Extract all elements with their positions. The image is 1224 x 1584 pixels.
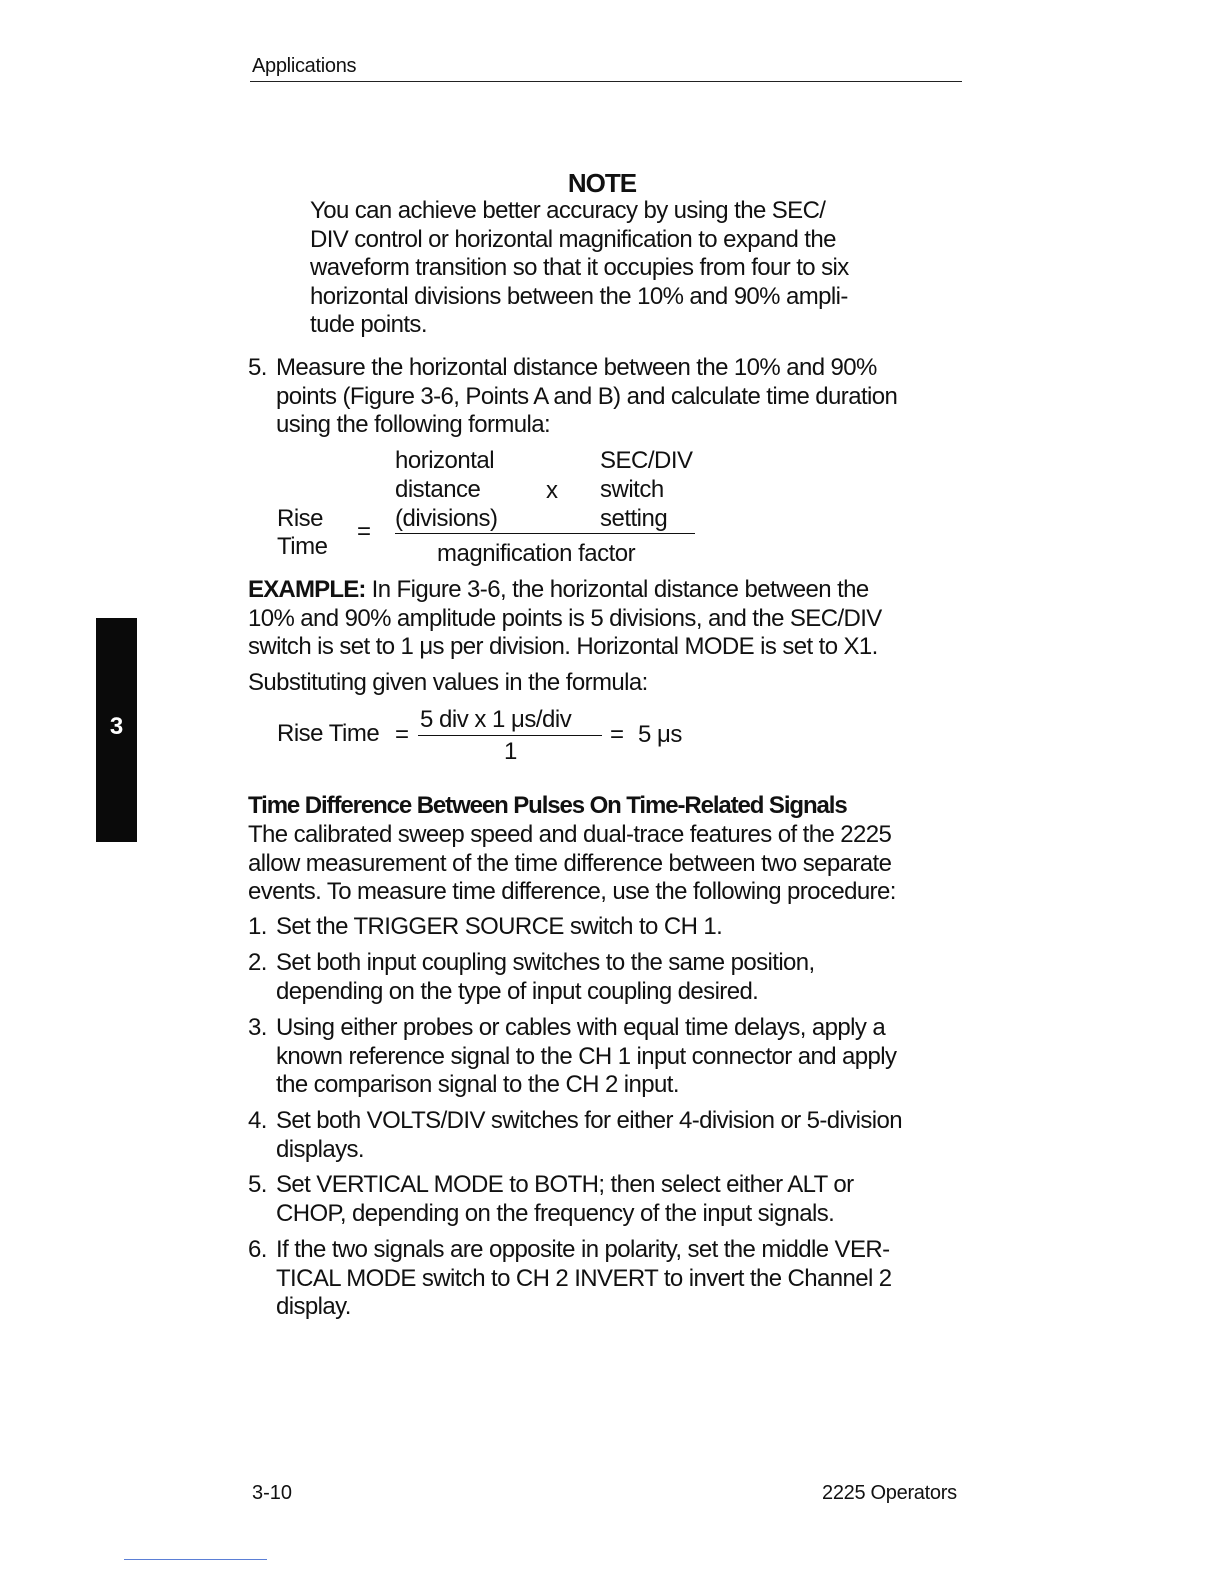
intro-line: The calibrated sweep speed and dual-trace features of the 2225: [248, 821, 892, 848]
note-body: [310, 197, 910, 340]
note-line: DIV control or horizontal magnification to expand the: [310, 225, 836, 253]
step-number: 2.: [248, 949, 267, 976]
formula-num-term: distance: [395, 476, 481, 503]
page-number: 3-10: [252, 1482, 293, 1504]
step-line: Set the TRIGGER SOURCE switch to CH 1.: [276, 913, 723, 940]
note-title: NOTE: [567, 168, 637, 198]
step-line: depending on the type of input coupling desired.: [276, 977, 759, 1005]
step-line: Set VERTICAL MODE to BOTH; then select either ALT or: [276, 1171, 854, 1198]
step-line: displays.: [276, 1135, 364, 1163]
example-formula-denominator: 1: [504, 738, 517, 765]
step-line: CHOP, depending on the frequency of the input signals.: [276, 1199, 835, 1227]
example-paragraph: [248, 576, 882, 662]
step-number: 5.: [248, 354, 267, 381]
note-line: horizontal divisions between the 10% and 90% ampli-: [310, 282, 848, 310]
step-line: display.: [276, 1293, 351, 1320]
example-formula-result: 5 μs: [638, 721, 682, 748]
note-line: tude points.: [310, 311, 427, 338]
note-line: waveform transition so that it occupies from four to six: [310, 254, 849, 281]
formula-num-term: horizontal: [395, 447, 495, 474]
formula-equals: =: [357, 518, 371, 545]
manual-title: 2225 Operators: [822, 1482, 957, 1504]
fraction-bar: [395, 533, 695, 534]
intro-line: allow measurement of the time difference between two separate: [248, 849, 892, 877]
formula-lhs: Rise: [277, 505, 324, 532]
step-number: 5.: [248, 1171, 267, 1198]
step-line: the comparison signal to the CH 2 input.: [276, 1071, 679, 1098]
running-header: Applications: [252, 55, 357, 77]
step-line: known reference signal to the CH 1 input connector and apply: [276, 1042, 897, 1070]
section-heading: Time Difference Between Pulses On Time-Related Signals: [248, 792, 847, 819]
example-formula-numerator: 5 div x 1 μs/div: [420, 706, 572, 733]
bottom-rule: [124, 1559, 267, 1560]
formula-denominator: magnification factor: [437, 540, 636, 567]
formula-num-term: setting: [600, 505, 668, 532]
example-formula-equals: =: [395, 721, 409, 748]
section-intro: [248, 821, 896, 907]
step-line: Set both input coupling switches to the same position,: [276, 949, 815, 976]
example-fraction-bar: [418, 735, 602, 736]
substituting-text: Substituting given values in the formula:: [248, 669, 648, 696]
step-line: Using either probes or cables with equal time delays, apply a: [276, 1014, 886, 1041]
example-line: switch is set to 1 μs per division. Horizontal MODE is set to X1.: [248, 633, 878, 660]
step-line: points (Figure 3-6, Points A and B) and calculate time duration: [276, 382, 898, 410]
example-line: In Figure 3-6, the horizontal distance between the: [365, 576, 869, 603]
header-rule: [250, 81, 962, 82]
step-number: 4.: [248, 1107, 267, 1134]
step-line: using the following formula:: [276, 411, 551, 438]
example-label: EXAMPLE:: [248, 576, 366, 603]
step-line: Measure the horizontal distance between the 10% and 90%: [276, 354, 877, 381]
example-formula-equals: =: [610, 721, 624, 748]
step-line: If the two signals are opposite in polarity, set the middle VER-: [276, 1236, 890, 1263]
step-number: 1.: [248, 913, 267, 940]
example-line: 10% and 90% amplitude points is 5 divisions, and the SEC/DIV: [248, 604, 882, 632]
note-line: You can achieve better accuracy by using the SEC/: [310, 197, 826, 224]
step-number: 6.: [248, 1236, 267, 1263]
example-formula-lhs: Rise Time: [277, 720, 380, 747]
formula-times: x: [546, 477, 558, 504]
intro-line: events. To measure time difference, use the following procedure:: [248, 878, 896, 905]
formula-num-term: SEC/DIV: [600, 447, 693, 474]
step-line: Set both VOLTS/DIV switches for either 4-division or 5-division: [276, 1107, 903, 1134]
chapter-number: 3: [109, 713, 124, 740]
formula-num-term: switch: [600, 476, 664, 503]
formula-lhs: Time: [277, 533, 328, 560]
step-number: 3.: [248, 1014, 267, 1041]
formula-num-term: (divisions): [395, 505, 498, 532]
step-line: TICAL MODE switch to CH 2 INVERT to invert the Channel 2: [276, 1264, 892, 1292]
chapter-tab: [96, 618, 137, 842]
